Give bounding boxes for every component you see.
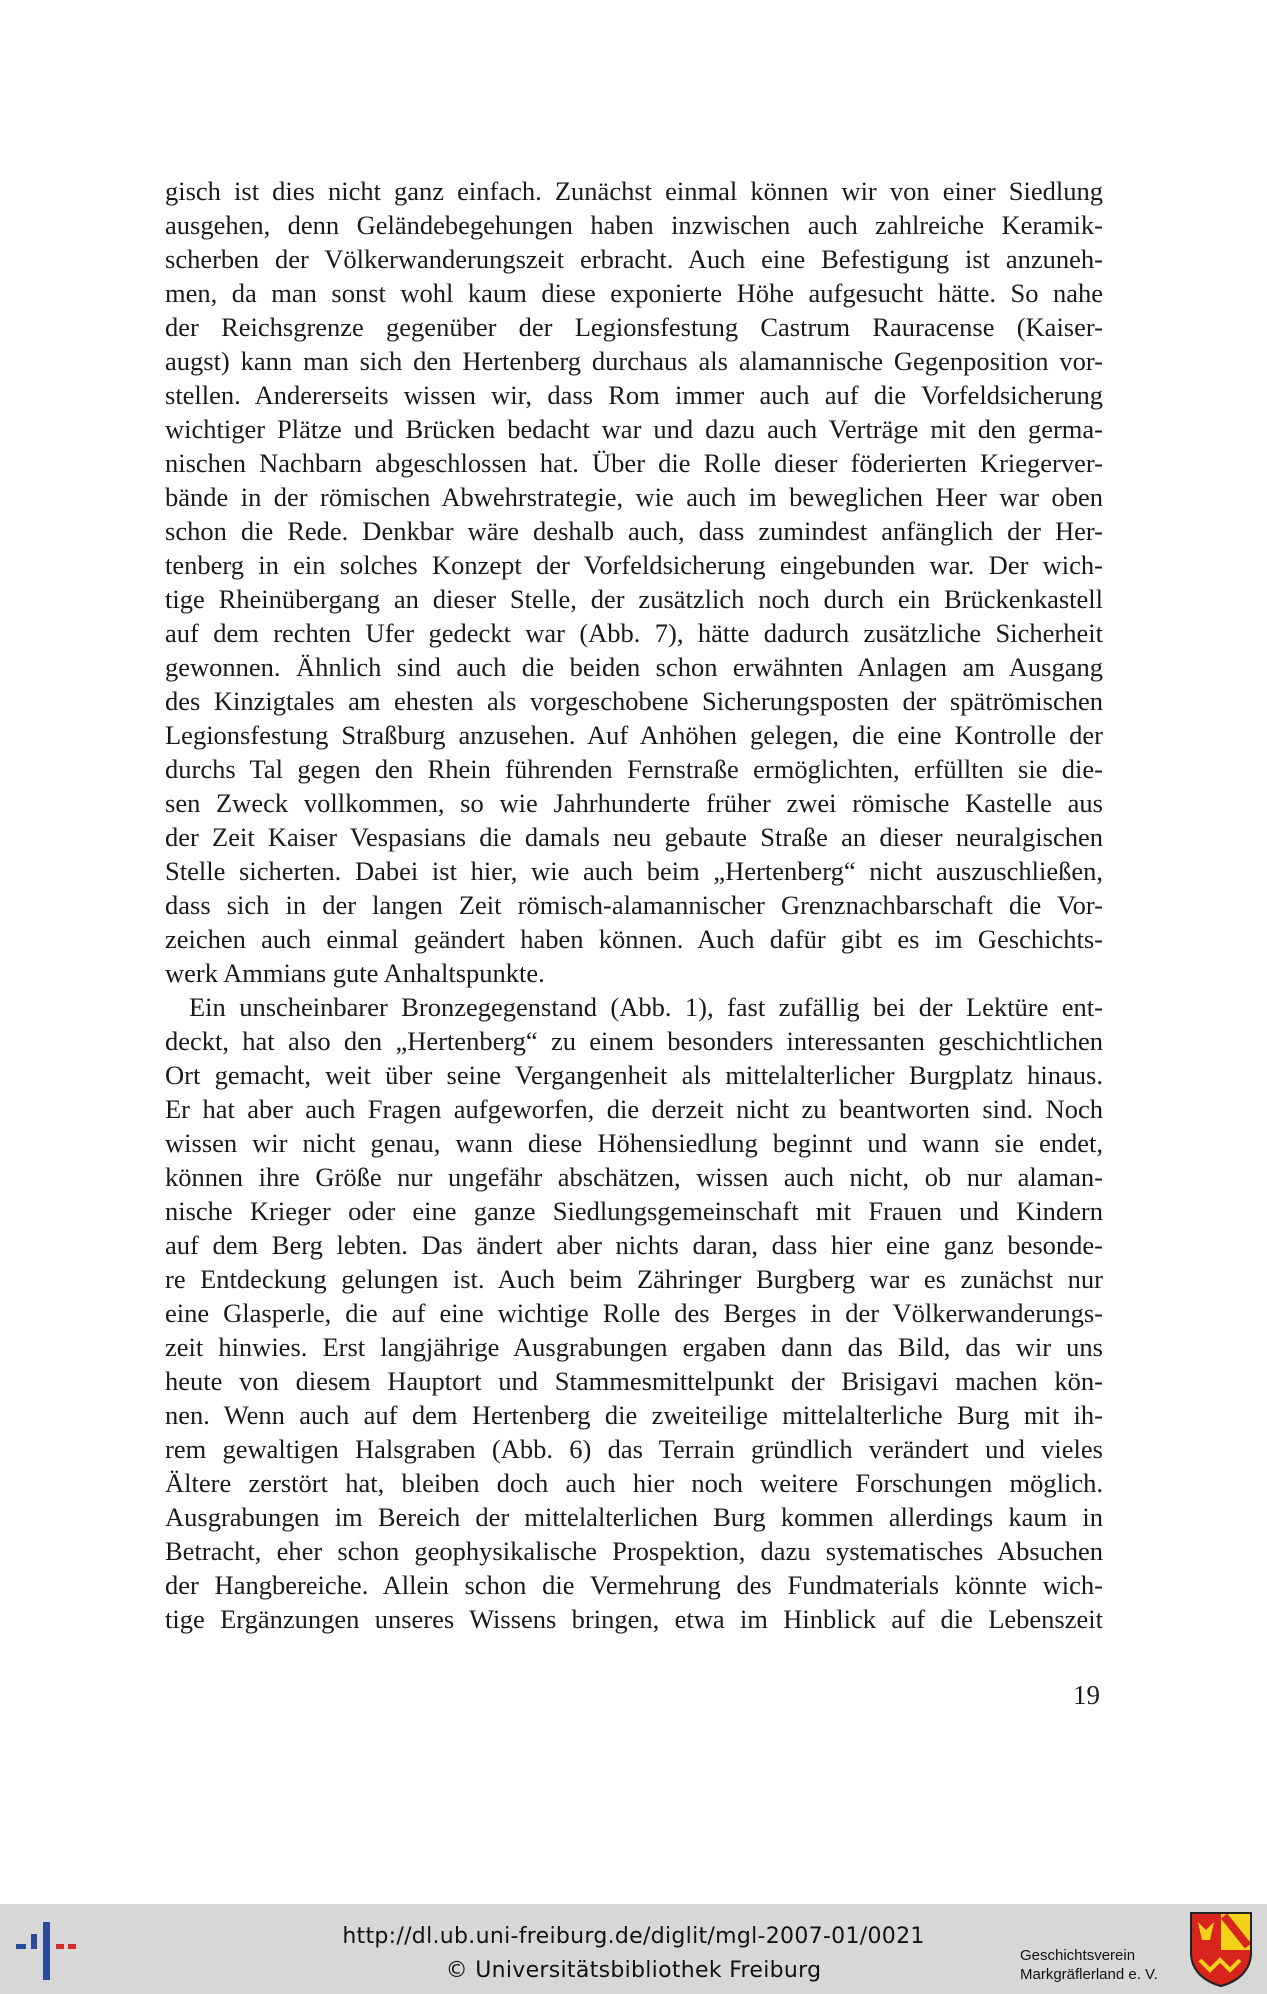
text-line: schon die Rede. Denkbar wäre deshalb auch, dass zumindest anfänglich der Her-: [165, 516, 1103, 546]
text-line: tenberg in ein solches Konzept der Vorfeldsicherung eingebunden war. Der wich-: [165, 550, 1103, 580]
footer-bar: [0, 1904, 1267, 1994]
text-line: sen Zweck vollkommen, so wie Jahrhunderte früher zwei römische Kastelle aus: [165, 788, 1103, 818]
text-line: können ihre Größe nur ungefähr abschätzen, wissen auch nicht, ob nur alaman-: [165, 1162, 1103, 1192]
text-line: nischen Nachbarn abgeschlossen hat. Über die Rolle dieser föderierten Kriegerver-: [165, 448, 1103, 478]
text-line: auf dem rechten Ufer gedeckt war (Abb. 7), hätte dadurch zusätzliche Sicherheit: [165, 618, 1103, 648]
text-line: rem gewaltigen Halsgraben (Abb. 6) das Terrain gründlich verändert und vieles: [165, 1434, 1103, 1464]
text-line: re Entdeckung gelungen ist. Auch beim Zähringer Burgberg war es zunächst nur: [165, 1264, 1103, 1294]
text-line: Ausgrabungen im Bereich der mittelalterlichen Burg kommen allerdings kaum in: [165, 1502, 1103, 1532]
text-line: tige Ergänzungen unseres Wissens bringen, etwa im Hinblick auf die Lebenszeit: [165, 1604, 1103, 1634]
footer-organization: [1020, 1946, 1158, 1984]
text-line: nen. Wenn auch auf dem Hertenberg die zweiteilige mittelalterliche Burg mit ih-: [165, 1400, 1103, 1430]
text-line: der Hangbereiche. Allein schon die Vermehrung des Fundmaterials könnte wich-: [165, 1570, 1103, 1600]
text-line: Ort gemacht, weit über seine Vergangenheit als mittelalterlicher Burgplatz hinaus.: [165, 1060, 1103, 1090]
text-line: deckt, hat also den „Hertenberg“ zu einem besonders interessanten geschichtlichen: [165, 1026, 1103, 1056]
text-line: men, da man sonst wohl kaum diese exponierte Höhe aufgesucht hätte. So nahe: [165, 278, 1103, 308]
footer-copyright: © Universitätsbibliothek Freiburg: [445, 1958, 822, 1983]
text-line: Legionsfestung Straßburg anzusehen. Auf Anhöhen gelegen, die eine Kontrolle der: [165, 720, 1103, 750]
text-line: Er hat aber auch Fragen aufgeworfen, die derzeit nicht zu beantworten sind. Noch: [165, 1094, 1103, 1124]
text-line: Stelle sicherten. Dabei ist hier, wie auch beim „Hertenberg“ nicht auszuschließen,: [165, 856, 1103, 886]
paragraph-2: [165, 990, 1103, 1636]
paragraph-1: [165, 174, 1103, 990]
text-line: wichtiger Plätze und Brücken bedacht war und dazu auch Verträge mit den germa-: [165, 414, 1103, 444]
text-line: des Kinzigtales am ehesten als vorgeschobene Sicherungsposten der spätrömischen: [165, 686, 1103, 716]
text-line: zeichen auch einmal geändert haben können. Auch dafür gibt es im Geschichts-: [165, 924, 1103, 954]
footer-org-line2: Markgräflerland e. V.: [1020, 1966, 1158, 1983]
text-line: heute von diesem Hauptort und Stammesmittelpunkt der Brisigavi machen kön-: [165, 1366, 1103, 1396]
text-line: scherben der Völkerwanderungszeit erbracht. Auch eine Befestigung ist anzuneh-: [165, 244, 1103, 274]
text-line: gewonnen. Ähnlich sind auch die beiden schon erwähnten Anlagen am Ausgang: [165, 652, 1103, 682]
text-line: der Zeit Kaiser Vespasians die damals neu gebaute Straße an dieser neuralgischen: [165, 822, 1103, 852]
text-line: ausgehen, denn Geländebegehungen haben inzwischen auch zahlreiche Keramik-: [165, 210, 1103, 240]
text-line: stellen. Andererseits wissen wir, dass Rom immer auch auf die Vorfeldsicherung: [165, 380, 1103, 410]
page-number: 19: [1073, 1680, 1100, 1710]
text-line: der Reichsgrenze gegenüber der Legionsfestung Castrum Rauracense (Kaiser-: [165, 312, 1103, 342]
text-line: werk Ammians gute Anhaltspunkte.: [165, 958, 545, 988]
text-line: bände in der römischen Abwehrstrategie, wie auch im beweglichen Heer war oben: [165, 482, 1103, 512]
document-body: [165, 174, 1103, 1636]
footer-org-line1: Geschichtsverein: [1020, 1947, 1136, 1964]
text-line: eine Glasperle, die auf eine wichtige Rolle des Berges in der Völkerwanderungs-: [165, 1298, 1103, 1328]
coat-of-arms-icon: [1188, 1910, 1254, 1988]
text-line: wissen wir nicht genau, wann diese Höhensiedlung beginnt und wann sie endet,: [165, 1128, 1103, 1158]
text-line: Ältere zerstört hat, bleiben doch auch hier noch weitere Forschungen möglich.: [165, 1468, 1103, 1498]
text-line: tige Rheinübergang an dieser Stelle, der zusätzlich noch durch ein Brückenkastell: [165, 584, 1103, 614]
text-line: augst) kann man sich den Hertenberg durchaus als alamannische Gegenposition vor-: [165, 346, 1103, 376]
text-line: Ein unscheinbarer Bronzegegenstand (Abb. 1), fast zufällig bei der Lektüre ent-: [189, 992, 1103, 1022]
footer-url-link[interactable]: http://dl.ub.uni-freiburg.de/diglit/mgl-2007-01/0021: [342, 1924, 925, 1949]
text-line: Betracht, eher schon geophysikalische Prospektion, dazu systematisches Absuchen: [165, 1536, 1103, 1566]
text-line: dass sich in der langen Zeit römisch-alamannischer Grenznachbarschaft die Vor-: [165, 890, 1103, 920]
text-line: durchs Tal gegen den Rhein führenden Fernstraße ermöglichten, erfüllten sie die-: [165, 754, 1103, 784]
text-line: gisch ist dies nicht ganz einfach. Zunächst einmal können wir von einer Siedlung: [165, 176, 1103, 206]
text-line: zeit hinwies. Erst langjährige Ausgrabungen ergaben dann das Bild, das wir uns: [165, 1332, 1103, 1362]
text-line: auf dem Berg lebten. Das ändert aber nichts daran, dass hier eine ganz besonde-: [165, 1230, 1103, 1260]
text-line: nische Krieger oder eine ganze Siedlungsgemeinschaft mit Frauen und Kindern: [165, 1196, 1103, 1226]
